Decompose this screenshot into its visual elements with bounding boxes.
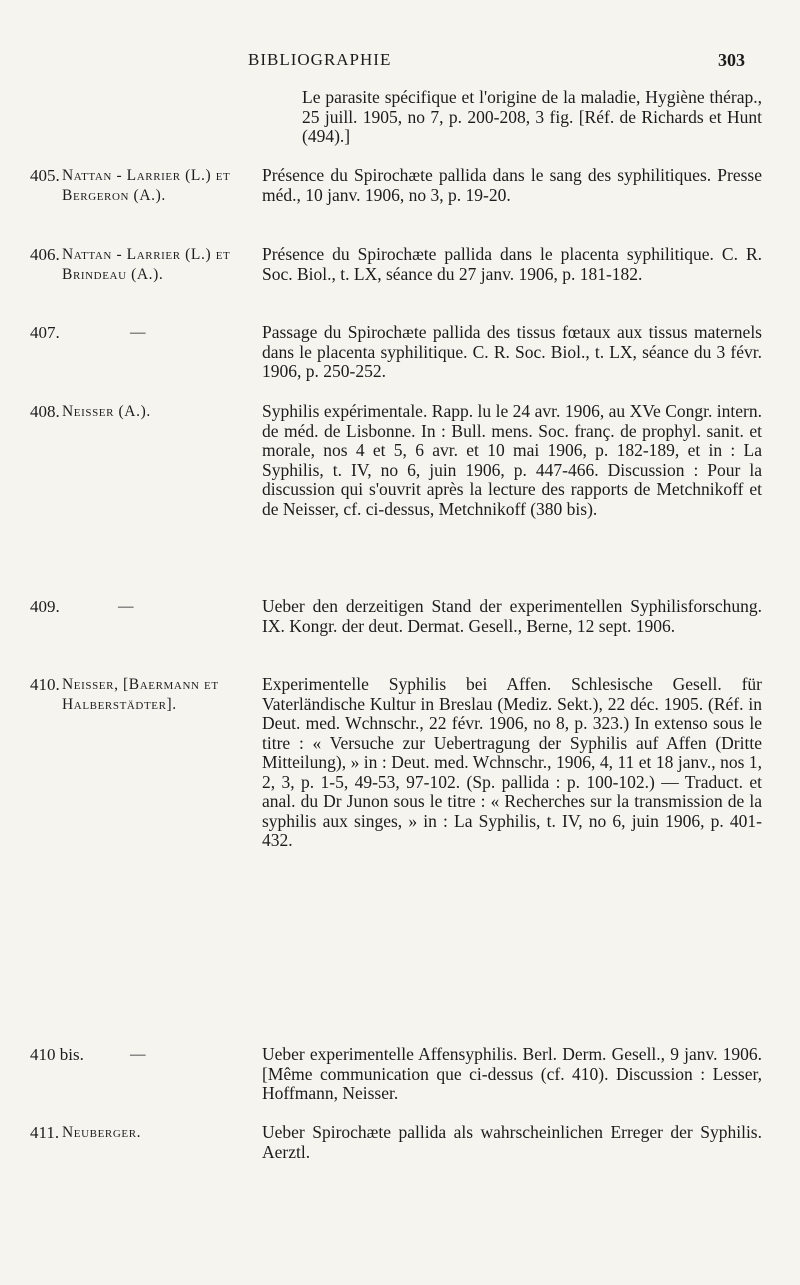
entry-author: — [130,1046,147,1063]
page-header [0,46,800,76]
entry-text: Présence du Spirochæte pallida dans le sang des syphilitiques. Presse méd., 10 janv. 1906, no 3, p. 19-20. [262,165,762,205]
running-title: BIBLIOGRAPHIE [248,50,392,69]
entry-number: 407. [30,323,60,342]
entry-author: — [118,598,135,615]
entry-author: Neisser, [Baermann et Halberstädter]. [62,676,219,713]
entry-number: 411. [30,1123,60,1142]
entry-text: Syphilis expérimentale. Rapp. lu le 24 avr. 1906, au XVe Congr. intern. de méd. de Lisbonne. In : Bull. mens. Soc. franç. de prophyl. sanit. et morale, nos 4 et 5, 6 avr. et 10 mai 1906, p. 182-189, et in : La Syphilis, t. IV, no 6, juin 1906, p. 447-466. Discussion : Pour la discussion qui s'ouvrit après la lecture des rapports de Metchnikoff et de Neisser, cf. ci-dessus, Metchnikoff (380 bis). [262,401,762,519]
entry-number: 405. [30,166,60,185]
entry-text: Passage du Spirochæte pallida des tissus fœtaux aux tissus maternels dans le placenta syphilitique. C. R. Soc. Biol., t. LX, séance du 3 févr. 1906, p. 250-252. [262,322,762,381]
entry-text: Ueber den derzeitigen Stand der experimentellen Syphilisforschung. IX. Kongr. der deut. Dermat. Gesell., Berne, 12 sept. 1906. [262,596,762,636]
entry-number: 409. [30,597,60,616]
entry-number: 410 bis. [30,1045,84,1064]
entry-number: 408. [30,402,60,421]
entry-author: Neuberger. [62,1124,142,1141]
entry-text: Présence du Spirochæte pallida dans le placenta syphilitique. C. R. Soc. Biol., t. LX, séance du 27 janv. 1906, p. 181-182. [262,244,762,284]
entry-text: Le parasite spécifique et l'origine de la maladie, Hygiène thérap., 25 juill. 1905, no 7, p. 200-208, 3 fig. [Réf. de Richards et Hunt (494).] [302,87,762,146]
page-number: 303 [718,50,745,70]
entry-author: Neisser (A.). [62,403,151,420]
entry-text: Ueber experimentelle Affensyphilis. Berl. Derm. Gesell., 9 janv. 1906. [Même communication que ci-dessus (cf. 410). Discussion : Lesser, Hoffmann, Neisser. [262,1044,762,1103]
entry-author: Nattan - Larrier (L.) et Brindeau (A.). [62,246,231,283]
entry-number: 406. [30,245,60,264]
entry-text: Ueber Spirochæte pallida als wahrscheinlichen Erreger der Syphilis. Aerztl. [262,1122,762,1162]
entry-author: — [130,324,147,341]
entry-text: Experimentelle Syphilis bei Affen. Schlesische Gesell. für Vaterländische Kultur in Breslau (Mediz. Sekt.), 22 déc. 1905. (Réf. in Deut. med. Wchnschr., 22 févr. 1906, no 8, p. 323.) In extenso sous le titre : « Versuche zur Uebertragung der Syphilis auf Affen (Dritte Mitteilung), » in : Deut. med. Wchnschr., 1906, 4, 11 et 18 janv., nos 1, 2, 3, p. 1-5, 49-53, 97-102. (Sp. pallida : p. 100-102.) — Traduct. et anal. du Dr Junon sous le titre : « Recherches sur la transmission de la syphilis aux singes, » in : La Syphilis, t. IV, no 6, juin 1906, p. 401-432. [262,674,762,850]
entry-author: Nattan - Larrier (L.) et Bergeron (A.). [62,167,231,204]
entry-number: 410. [30,675,60,694]
